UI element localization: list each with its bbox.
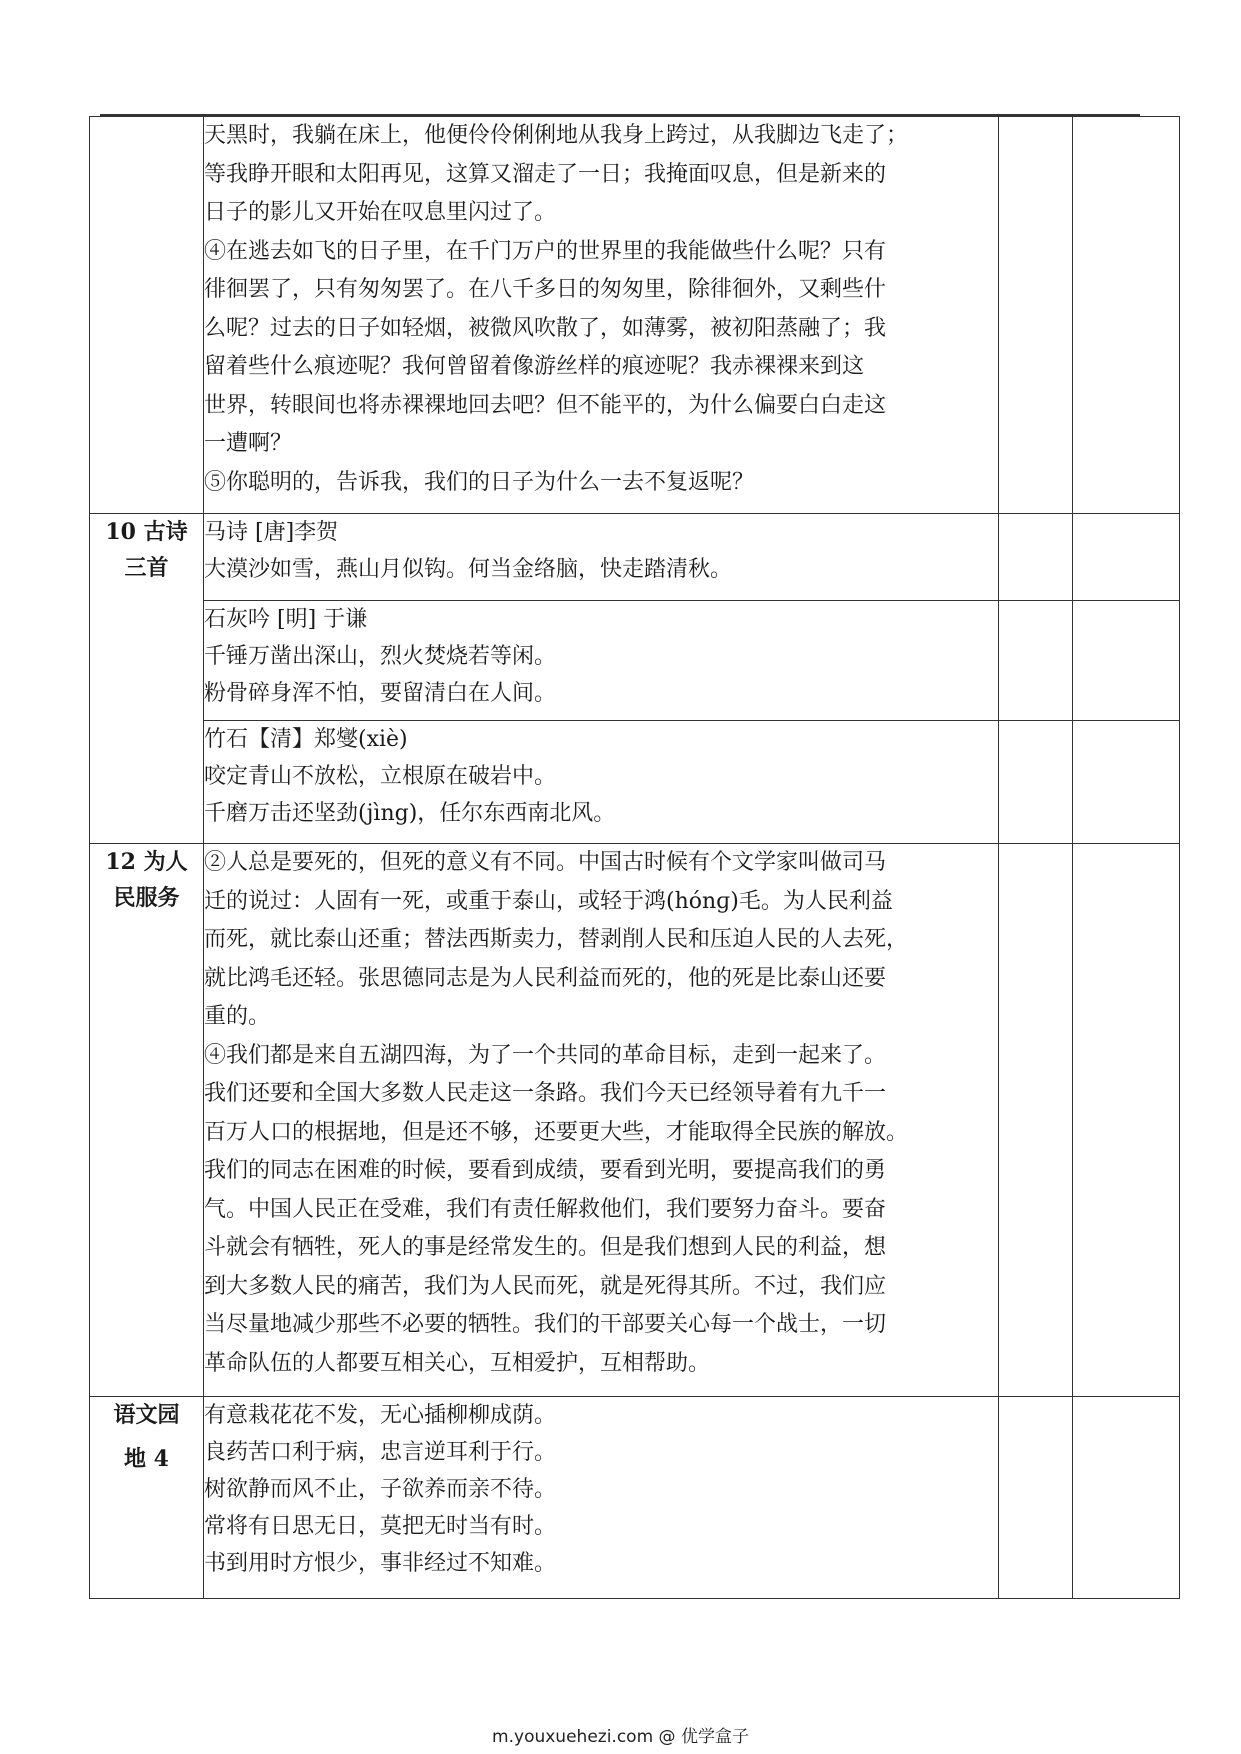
label-line: 三首 — [124, 555, 169, 581]
check-cell — [1073, 117, 1180, 514]
poem-title: 石灰吟 [明] 于谦 — [204, 607, 368, 632]
text-line: 世界，转眼间也将赤裸裸地回去吧？但不能平的，为什么偏要白白走这 — [204, 392, 887, 418]
poem-cell-3 — [204, 721, 999, 844]
text-line: 革命队伍的人都要互相关心，互相爱护，互相帮助。 — [204, 1350, 711, 1376]
poem-line: 咬定青山不放松，立根原在破岩中。 — [204, 764, 557, 789]
footer-watermark: m.youxuehezi.com @ 优学盒子 — [492, 1727, 749, 1747]
text-line: 书到用时方恨少，事非经过不知难。 — [204, 1551, 557, 1576]
text-line: 常将有日思无日，莫把无时当有时。 — [204, 1514, 557, 1539]
check-cell — [1073, 514, 1180, 601]
poem-line: 千锤万凿出深山，烈火焚烧若等闲。 — [204, 644, 557, 669]
row-label-serve — [90, 844, 204, 1397]
text-line: 气。中国人民正在受难，我们有责任解救他们，我们要努力奋斗。要奋 — [204, 1196, 887, 1222]
text-line: 留着些什么痕迹呢？我何曾留着像游丝样的痕迹呢？我赤裸裸来到这 — [204, 354, 865, 379]
text-line: ⑤你聪明的，告诉我，我们的日子为什么一去不复返呢？ — [204, 469, 755, 495]
poem-line: 粉骨碎身浑不怕，要留清白在人间。 — [204, 681, 557, 706]
table-row — [90, 601, 1180, 721]
label-line: 语文园 — [113, 1402, 180, 1428]
text-line: 当尽量地减少那些不必要的牺牲。我们的干部要关心每一个战士，一切 — [204, 1312, 887, 1337]
check-cell — [1073, 1397, 1180, 1599]
text-line: 就比鸿毛还轻。张思德同志是为人民利益而死的，他的死是比泰山还要 — [204, 965, 887, 991]
poem-line: 千磨万击还坚劲(jìng)，任尔东西南北风。 — [204, 801, 616, 826]
label-line: 12 为人 — [105, 849, 188, 875]
table-row — [90, 721, 1180, 844]
text-line: 斗就会有牺牲，死人的事是经常发生的。但是我们想到人民的利益，想 — [204, 1235, 887, 1260]
text-line: ④我们都是来自五湖四海，为了一个共同的革命目标，走到一起来了。 — [204, 1042, 887, 1068]
text-line: 树欲静而风不止，子欲养而亲不待。 — [204, 1477, 557, 1502]
text-line: 良药苦口利于病，忠言逆耳利于行。 — [204, 1440, 557, 1465]
table-row — [90, 844, 1180, 1397]
check-cell — [1073, 721, 1180, 844]
poem-cell-2 — [204, 601, 999, 721]
recitation-table — [89, 116, 1180, 1599]
table-row — [90, 514, 1180, 601]
label-line: 10 古诗 — [105, 519, 188, 545]
check-cell — [999, 1397, 1073, 1599]
text-line: 重的。 — [204, 1004, 271, 1029]
text-line: 日子的影儿又开始在叹息里闪过了。 — [204, 200, 557, 225]
table-row — [90, 117, 1180, 514]
proverb-cell — [204, 1397, 999, 1599]
text-line: 天黑时，我躺在床上，他便伶伶俐俐地从我身上跨过，从我脚边飞走了； — [204, 123, 909, 148]
label-line: 地 4 — [124, 1446, 169, 1472]
label-line: 民服务 — [113, 885, 180, 911]
check-cell — [999, 117, 1073, 514]
poem-title: 竹石【清】郑燮(xiè) — [204, 727, 408, 752]
text-line: 我们的同志在困难的时候，要看到成绩，要看到光明，要提高我们的勇 — [204, 1158, 887, 1183]
text-line: 么呢？过去的日子如轻烟，被微风吹散了，如薄雾，被初阳蒸融了；我 — [204, 315, 887, 341]
poem-cell-1 — [204, 514, 999, 601]
check-cell — [999, 601, 1073, 721]
text-line: 一遭啊？ — [204, 431, 293, 456]
passage-cell — [204, 844, 999, 1397]
text-line: 百万人口的根据地，但是还不够，还要更大些，才能取得全民族的解放。 — [204, 1119, 909, 1145]
check-cell — [1073, 844, 1180, 1397]
row-label-poems — [90, 514, 204, 844]
check-cell — [999, 721, 1073, 844]
text-line: 等我睁开眼和太阳再见，这算又溜走了一日；我掩面叹息，但是新来的 — [204, 161, 887, 187]
text-line: 徘徊罢了，只有匆匆罢了。在八千多日的匆匆里，除徘徊外，又剩些什 — [204, 277, 887, 302]
text-line: 迁的说过：人固有一死，或重于泰山，或轻于鸿(hónɡ)毛。为人民利益 — [204, 888, 893, 914]
check-cell — [1073, 601, 1180, 721]
table-row — [90, 1397, 1180, 1599]
text-line: 我们还要和全国大多数人民走这一条路。我们今天已经领导着有九千一 — [204, 1081, 887, 1106]
poem-line: 大漠沙如雪，燕山月似钩。何当金络脑，快走踏清秋。 — [204, 557, 733, 582]
row-label-empty — [90, 117, 204, 514]
check-cell — [999, 514, 1073, 601]
text-line: 而死，就比泰山还重；替法西斯卖力，替剥削人民和压迫人民的人去死， — [204, 927, 909, 952]
text-line: ②人总是要死的，但死的意义有不同。中国古时候有个文学家叫做司马 — [204, 850, 887, 875]
text-line: 到大多数人民的痛苦，我们为人民而死，就是死得其所。不过，我们应 — [204, 1273, 887, 1299]
poem-title: 马诗 [唐]李贺 — [204, 520, 339, 545]
text-line: 有意栽花花不发，无心插柳柳成荫。 — [204, 1403, 557, 1428]
row-label-garden — [90, 1397, 204, 1599]
text-line: ④在逃去如飞的日子里，在千门万户的世界里的我能做些什么呢？只有 — [204, 238, 887, 264]
check-cell — [999, 844, 1073, 1397]
passage-cell — [204, 117, 999, 514]
